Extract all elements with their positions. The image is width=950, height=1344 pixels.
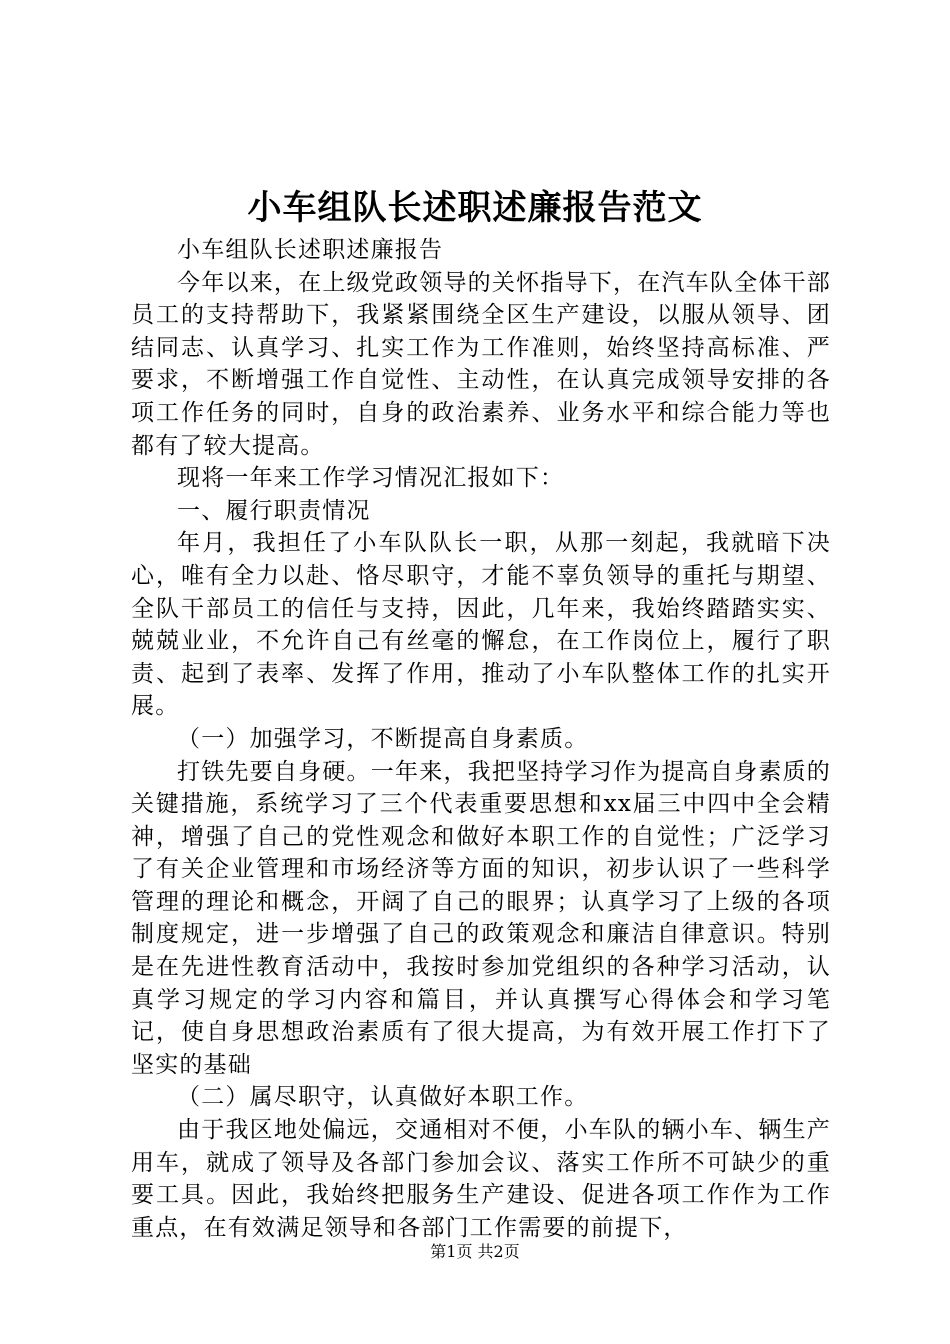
paragraph-intro: 今年以来，在上级党政领导的关怀指导下，在汽车队全体干部员工的支持帮助下，我紧紧围绕全区生产建设，以服从领导、团结同志、认真学习、扎实工作为工作准则，始终坚持高标准、严要求，不断增强工作自觉性、主动性，在认真完成领导安排的各项工作任务的同时，自身的政治素养、业务水平和综合能力等也都有了较大提高。 — [131, 269, 831, 459]
document-body — [131, 234, 831, 1244]
subsection-heading-study: （一）加强学习，不断提高自身素质。 — [177, 725, 589, 752]
paragraph-duties: 年月，我担任了小车队队长一职，从那一刻起，我就暗下决心，唯有全力以赴、恪尽职守，才能不辜负领导的重托与期望、全队干部员工的信任与支持，因此，几年来，我始终踏踏实实、兢兢业业，不允许自己有丝毫的懈怠，在工作岗位上，履行了职责、起到了表率、发挥了作用，推动了小车队整体工作的扎实开展。 — [131, 530, 831, 720]
document-title: 小车组队长述职述廉报告范文 — [247, 188, 703, 228]
section-heading-duties: 一、履行职责情况 — [177, 497, 371, 524]
paragraph-study: 打铁先要自身硬。一年来，我把坚持学习作为提高自身素质的关键措施，系统学习了三个代表重要思想和xx届三中四中全会精神，增强了自己的党性观念和做好本职工作的自觉性；广泛学习了有关企业管理和市场经济等方面的知识，初步认识了一些科学管理的理论和概念，开阔了自己的眼界；认真学习了上级的各项制度规定，进一步增强了自己的政策观念和廉洁自律意识。特别是在先进性教育活动中，我按时参加党组织的各种学习活动，认真学习规定的学习内容和篇目，并认真撰写心得体会和学习笔记，使自身思想政治素质有了很大提高，为有效开展工作打下了坚实的基础 — [131, 758, 831, 1078]
paragraph-report-lead: 现将一年来工作学习情况汇报如下： — [177, 465, 565, 492]
page-footer: 第1页 共2页 — [430, 1242, 520, 1261]
subsection-heading-work: （二）属尽职守，认真做好本职工作。 — [177, 1084, 589, 1111]
paragraph-subtitle: 小车组队长述职述廉报告 — [177, 237, 444, 263]
paragraph-work: 由于我区地处偏远，交通相对不便，小车队的辆小车、辆生产用车，就成了领导及各部门参加会议、落实工作所不可缺少的重要工具。因此，我始终把服务生产建设、促进各项工作作为工作重点，在有效满足领导和各部门工作需要的前提下， — [131, 1117, 831, 1241]
